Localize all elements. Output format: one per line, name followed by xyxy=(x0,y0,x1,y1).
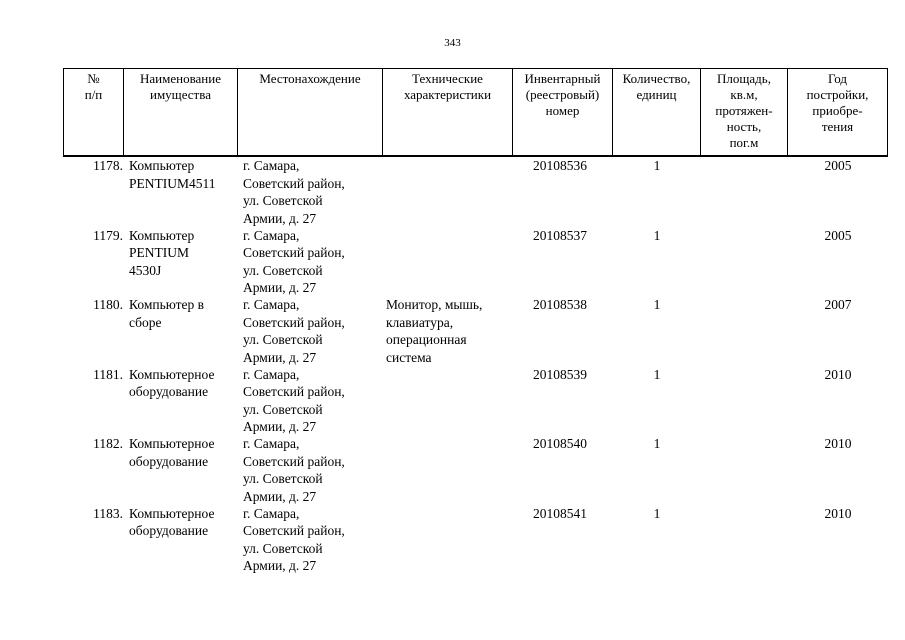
header-cell-year: Год постройки, приобре- тения xyxy=(788,69,888,157)
row-number: 1178. xyxy=(93,158,123,173)
quantity: 1 xyxy=(653,436,661,451)
inventory-number: 20108537 xyxy=(533,227,587,243)
inventory-number: 20108540 xyxy=(533,436,587,451)
row-number: 1180. xyxy=(93,297,123,312)
location: г. Самара, Советский район, ул. Советской Армии, д. 27 xyxy=(243,366,345,434)
quantity: 1 xyxy=(653,297,661,312)
year: 2010 xyxy=(824,436,852,451)
location: г. Самара, Советский район, ул. Советской Армии, д. 27 xyxy=(243,505,345,573)
row-number: 1183. xyxy=(93,505,123,521)
header-cell-inventory: Инвентарный (реестровый) номер xyxy=(513,69,613,157)
table-row xyxy=(63,435,887,505)
location: г. Самара, Советский район, ул. Советской Армии, д. 27 xyxy=(243,297,345,365)
inventory-number: 20108539 xyxy=(533,366,587,382)
row-number: 1181. xyxy=(93,366,123,382)
table-header xyxy=(63,68,888,157)
location: г. Самара, Советский район, ул. Советской Армии, д. 27 xyxy=(243,227,345,295)
table-row xyxy=(63,366,887,436)
year: 2010 xyxy=(824,366,852,382)
property-name: Компьютер PENTIUM4511 xyxy=(129,158,216,191)
year: 2010 xyxy=(824,505,852,521)
year: 2005 xyxy=(824,158,852,173)
header-cell-quantity: Количество, единиц xyxy=(613,69,701,157)
header-cell-num: № п/п xyxy=(64,69,124,157)
header-cell-location: Местонахождение xyxy=(238,69,383,157)
tech-specs: Монитор, мышь, клавиатура, операционная система xyxy=(386,297,483,365)
quantity: 1 xyxy=(653,227,661,243)
table-body xyxy=(63,157,887,574)
property-name: Компьютер в сборе xyxy=(129,297,205,330)
row-number: 1182. xyxy=(93,436,123,451)
table-row xyxy=(63,227,887,297)
inventory-number: 20108538 xyxy=(533,297,587,312)
location: г. Самара, Советский район, ул. Советской Армии, д. 27 xyxy=(243,158,345,226)
header-cell-tech: Технические характеристики xyxy=(383,69,513,157)
table-row xyxy=(63,157,887,227)
header-cell-name: Наименование имущества xyxy=(124,69,238,157)
location: г. Самара, Советский район, ул. Советской Армии, д. 27 xyxy=(243,436,345,504)
header-cell-area: Площадь, кв.м, протяжен- ность, пог.м xyxy=(701,69,788,157)
property-name: Компьютерное оборудование xyxy=(129,366,215,399)
inventory-number: 20108541 xyxy=(533,505,587,521)
quantity: 1 xyxy=(653,505,661,521)
year: 2005 xyxy=(824,227,852,243)
table-row xyxy=(63,296,887,366)
page-number: 343 xyxy=(444,37,461,49)
property-name: Компьютерное оборудование xyxy=(129,505,215,538)
inventory-number: 20108536 xyxy=(533,158,587,173)
year: 2007 xyxy=(824,297,852,312)
table-row xyxy=(63,505,887,575)
quantity: 1 xyxy=(653,158,661,173)
property-name: Компьютер PENTIUM 4530J xyxy=(129,227,195,278)
quantity: 1 xyxy=(653,366,661,382)
row-number: 1179. xyxy=(93,227,123,243)
property-name: Компьютерное оборудование xyxy=(129,436,215,469)
